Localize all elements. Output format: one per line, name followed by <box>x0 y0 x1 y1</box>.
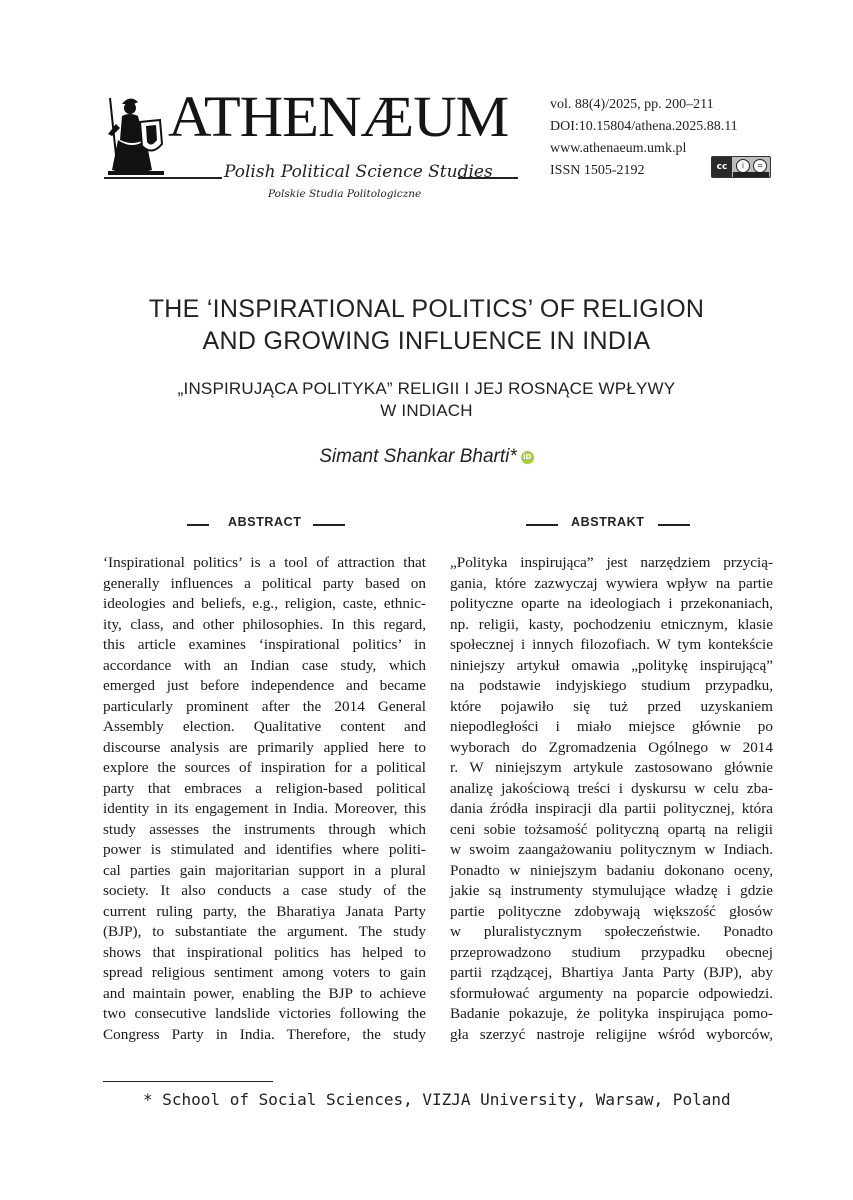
abstrakt-heading-rule-right <box>658 524 690 526</box>
text-line: jakie są instrumenty stymulujące władzę i gdzie <box>450 882 773 899</box>
text-line: particularly prominent after the 2014 General <box>103 697 426 715</box>
text-line: emerged just before independence and became <box>103 677 426 694</box>
text-line: ‘Inspirational politics’ is a tool of attraction that <box>103 554 426 571</box>
text-line: identity in its engagement in India. Moreover, this <box>103 800 426 817</box>
text-line: power is stimulated and identifies where politi- <box>103 841 426 858</box>
issn-info: ISSN 1505-2192 <box>550 163 645 178</box>
text-line: and maintain power, enabling the BJP to achieve <box>103 984 426 1002</box>
text-line: cal parties gain majoritarian support in a plural <box>103 861 426 879</box>
article-title-polish-line-1: „INSPIRUJĄCA POLITYKA” RELIGII I JEJ ROSNĄCE WPŁYWY <box>177 379 676 398</box>
text-line: dania źródła inspiracji dla partii politycznej, która <box>450 800 773 817</box>
volume-info: vol. 88(4)/2025, pp. 200–211 <box>550 97 714 112</box>
athena-emblem-icon <box>100 94 170 176</box>
author-line <box>80 446 773 468</box>
text-line: gania, które zazwyczaj wywiera wpływ na partie <box>450 574 773 592</box>
website-link[interactable]: www.athenaeum.umk.pl <box>550 141 687 156</box>
article-title-polish-line-2: W INDIACH <box>380 401 473 420</box>
doi-link[interactable]: DOI:10.15804/athena.2025.88.11 <box>550 119 738 134</box>
journal-subtitle-polish: Polskie Studia Politologiczne <box>268 188 422 200</box>
abstract-heading: ABSTRACT <box>228 515 302 529</box>
text-line: current ruling party, the Bharatiya Janata Party <box>103 902 426 920</box>
abstract-english-text <box>103 553 426 1045</box>
text-line: partie polityczne zdobywają większość głosów <box>450 902 773 920</box>
text-line: Congress Party in India. Therefore, the study <box>103 1025 426 1043</box>
text-line: (BJP), to substantiate the argument. The study <box>103 923 426 940</box>
text-line: niepodległości i miało miejsce głównie po <box>450 718 773 735</box>
text-line: shows that inspirational politics has helped to <box>103 943 426 961</box>
logo-divider-left <box>104 177 222 179</box>
orcid-icon[interactable]: iD <box>521 451 534 464</box>
text-line: przeprowadzono studium przypadku obecnej <box>450 943 773 961</box>
text-line: które pojawiło się tuż przed uzyskaniem <box>450 697 773 715</box>
text-line: partii rządzącej, Bhartiya Janta Party (BJP), aby <box>450 964 773 981</box>
abstrakt-heading: ABSTRAKT <box>571 515 645 529</box>
text-line: society. It also conducts a case study of the <box>103 882 426 899</box>
text-line: study assesses the instruments through which <box>103 820 426 838</box>
text-line: w pluralistycznym społeczeństwie. Ponadto <box>450 923 773 940</box>
abstract-polish-text <box>450 553 773 1045</box>
abstract-heading-rule-left <box>187 524 209 526</box>
text-line: party that embraces a religion-based political <box>103 779 426 797</box>
text-line: discourse analysis are primarily applied here to <box>103 738 426 756</box>
text-line: two consecutive landslide victories following the <box>103 1005 426 1022</box>
text-line: na podstawie indyjskiego studium przypadku, <box>450 677 773 694</box>
footnote-rule <box>103 1081 273 1082</box>
text-line: polityczne oparte na ideologiach i przekonaniach, <box>450 595 773 612</box>
abstract-heading-rule-right <box>313 524 345 526</box>
journal-subtitle: Polish Political Science Studies <box>224 162 493 182</box>
article-title-line-1: THE ‘INSPIRATIONAL POLITICS’ OF RELIGION <box>148 295 705 323</box>
text-line: ceni sobie tożsamość polityczną opartą na religii <box>450 820 773 838</box>
text-line: społecznej i innych filozofiach. W tym kontekście <box>450 636 773 653</box>
cc-by-nd-license-icon[interactable]: cc i = <box>711 156 771 178</box>
text-line: np. religii, kasty, pochodzeniu etnicznym, klasie <box>450 615 773 633</box>
text-line: niniejszy artykuł omawia „politykę inspirującą” <box>450 656 773 674</box>
text-line: explore the sources of inspiration for a political <box>103 759 426 776</box>
text-line: Ponadto w niniejszym badaniu dokonano oceny, <box>450 861 773 879</box>
article-title <box>80 293 773 357</box>
text-line: ity, class, and other philosophies. In this regard, <box>103 615 426 633</box>
text-line: gła szerzyć nastroje religijne wśród wyborców, <box>450 1025 773 1043</box>
author-affiliation-footnote: * School of Social Sciences, VIZJA University, Warsaw, Poland <box>143 1090 731 1109</box>
text-line: this article examines ‘inspirational politics’ in <box>103 636 426 653</box>
text-line: sformułować argumenty na poparcie odpowiedzi. <box>450 984 773 1002</box>
text-line: generally influences a political party based on <box>103 574 426 592</box>
text-line: r. W niniejszym artykule zastosowano głównie <box>450 759 773 776</box>
text-line: Assembly election. Qualitative content and <box>103 718 426 735</box>
article-title-line-2: AND GROWING INFLUENCE IN INDIA <box>202 327 651 355</box>
text-line: spread religious sentiment among voters to gain <box>103 964 426 981</box>
text-line: wyborach do Zgromadzenia Ogólnego w 2014 <box>450 738 773 756</box>
text-line: ideologies and beliefs, e.g., religion, caste, ethnic- <box>103 595 426 612</box>
text-line: „Polityka inspirująca” jest narzędziem przycią- <box>450 554 773 571</box>
article-title-polish <box>80 378 773 422</box>
text-line: analizę jakościową treści i dyskursu w celu zba- <box>450 779 773 797</box>
abstrakt-heading-rule-left <box>526 524 558 526</box>
text-line: Badanie pokazuje, że polityka inspirująca pomo- <box>450 1005 773 1022</box>
text-line: accordance with an Indian case study, which <box>103 656 426 674</box>
author-name: Simant Shankar Bharti* <box>319 446 517 467</box>
journal-logo-wordmark: ATHENÆUM <box>168 84 509 149</box>
text-line: w swoim zaangażowaniu politycznym w Indiach. <box>450 841 773 858</box>
